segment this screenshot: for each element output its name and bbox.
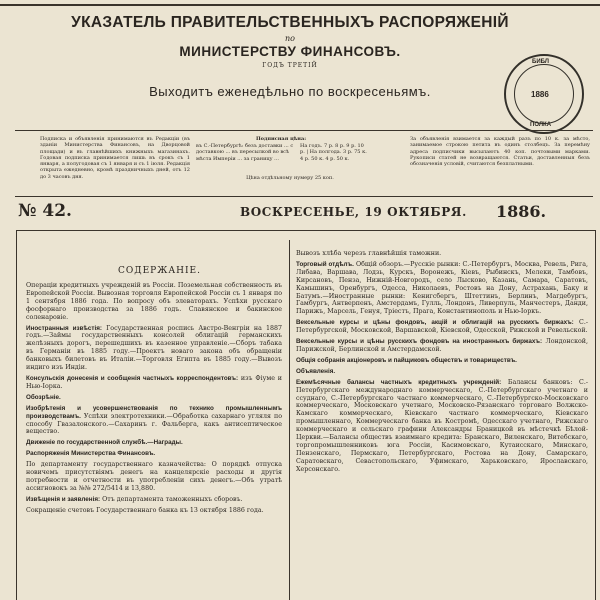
right-entry-heading: Объявленія.: [296, 367, 336, 375]
right-entry-heading: Торговый отдѣлъ.: [296, 260, 354, 268]
issue-rule-top: [15, 196, 593, 197]
right-entry-heading: Вексельные курсы и цѣны русскихъ фондовъ на иностранныхъ биржахъ:: [296, 338, 543, 346]
right-entry: [296, 379, 588, 474]
left-entry-text: По департаменту государственнаго казначейства: О порядкѣ отпуска новичемъ присутствіямъ денегъ на канцелярскіе расходы и другія потребности и отчетности въ употребленіи сихъ денегъ.—Объ утратѣ ассигновокъ за №№ 272/5414 и 13,880.: [26, 461, 282, 492]
top-rule: [0, 0, 600, 6]
header-rule: [15, 130, 593, 131]
masthead-title-line1: УКАЗАТЕЛЬ ПРАВИТЕЛЬСТВЕННЫХЪ РАСПОРЯЖЕНІЙ: [71, 14, 509, 31]
subscription-info: Подписка и объявленія принимаются въ Редакціи (въ зданіи Министерства Финансовъ, на Дворцовой площади) и въ главнѣйшихъ книжныхъ магазинахъ. Годовая подписка принимается лишь въ срокъ съ 1 января, а полугодовая съ 1 января и съ 1 іюля. Редакція открыта ежедневно, кромѣ праздничныхъ дней, отъ 12 до 3 часовъ дня.: [40, 136, 190, 180]
masthead-title-line2: МИНИСТЕРСТВУ ФИНАНСОВЪ.: [179, 44, 401, 59]
issue-year: 1886.: [496, 202, 547, 221]
masthead-weekly: Выходитъ еженедѣльно по воскресеньямъ.: [149, 84, 431, 99]
left-entry-heading: Иностранныя извѣстія:: [26, 324, 102, 332]
column-divider: [289, 240, 290, 600]
left-entry: [26, 439, 282, 447]
left-entry: [26, 507, 282, 515]
left-entry-text: Государственная роспись Австро-Венгріи на 1887 годъ.—Займы государственныхъ консолей облигацій германскихъ желѣзныхъ дорогъ, перешедшихъ въ казенное управленіе.—Сборъ табака въ Германіи въ 1885 году.—Проектъ новаго закона объ обращеніи банковыхъ билетовъ въ Италіи.—Торговля Египта въ 1885 году.—Вывозъ индиго изъ Индіи.: [26, 324, 282, 372]
price-single: Цѣна отдѣльному нумеру 25 коп.: [246, 175, 334, 181]
right-entry: [296, 368, 588, 376]
masthead-year: ГОДЪ ТРЕТІЙ: [262, 62, 318, 69]
contents-left-column: [26, 282, 282, 518]
right-entry-text: С.-Петербургской, Московской, Варшавской, Кіевской, Одесской, Рижской и Ревельской.: [296, 319, 588, 335]
right-entry-text: Лондонской, Парижской, Берлинской и Амстердамской.: [296, 338, 589, 353]
left-entry-heading: Изобрѣтенія и усовершенствованія по технико промышленнымъ производствамъ.: [26, 404, 282, 420]
library-stamp: [504, 54, 584, 134]
right-entry: [296, 357, 588, 365]
left-entry-text: Отъ департамента таможенныхъ сборовъ.: [100, 495, 243, 503]
masthead-po: по: [285, 34, 295, 43]
left-entry-heading: Обозрѣніе.: [26, 393, 61, 401]
price-rows: въ С.-Петербургѣ: безъ доставки ... с доставкою ... въ пересылкой во всѣ мѣста Имперіи ... за границу ...: [196, 143, 294, 162]
issue-date: ВОСКРЕСЕНЬЕ, 19 ОКТЯБРЯ.: [240, 205, 467, 219]
left-entry: [26, 375, 282, 391]
left-entry-heading: Распоряженія Министерства Финансовъ.: [26, 450, 156, 458]
price-title: Подписная цѣна:: [255, 136, 307, 142]
right-entry-heading: Ежемѣсячные балансы частныхъ кредитныхъ учрежденій:: [296, 378, 502, 386]
right-entry-heading: Общія собранія акціонеровъ и пайщиковъ обществъ и товариществъ.: [296, 356, 517, 364]
left-entry-heading: Извѣщенія и заявленія:: [26, 495, 101, 503]
left-entry-text: Операціи кредитныхъ учрежденій въ Россіи. Поземельная собственность въ Европейской Россіи. Вывозная торговля Европейской Россіи съ 1 января по 1 сентября 1886 года. По вопросу объ элеваторахъ. Успѣхи русскаго фосфорнаго производства за 1886 годъ. Славянское и бакинское соленаровіе.: [26, 282, 282, 321]
stamp-mid-text: 1886: [531, 90, 549, 99]
left-entry: [26, 461, 282, 493]
issue-number: № 42.: [18, 201, 72, 221]
left-entry-text: изъ Фіуме и Нью-Іорка.: [26, 374, 282, 390]
right-entry: [296, 319, 588, 335]
stamp-bottom-text: ПОЛКА: [530, 122, 552, 128]
right-entry-text: Общій обзоръ.—Русскіе рынки: С.-Петербургъ, Москва, Ревель, Рига, Либава, Варшава, Лодзь, Курскъ, Воронежъ, Кіевъ, Рыбинскъ, Мелеки, Тамбовъ, Кирсановъ, Пенза, Нижній-Новгородъ, село Лысково, Казань, Самара, Саратовъ, Камышинъ, Оренбургъ, Одесса, Николаевъ, Ростовъ на Дону, Астрахань, Баку и Батумъ.—Иностранные рынки: Кенигсбергъ, Штеттинъ, Берлинъ, Магдебургъ, Гамбургъ, Антверпенъ, Амстердамъ, Гулль, Лондонъ, Ливерпуль, Манчестеръ, Данди, Парижъ, Марсель, Генуя, Тріестъ, Прага, Константинополь и Нью-Іоркъ.: [296, 260, 588, 316]
left-entry-text: Успѣхи электротехники.—Обработка сахарнаго угляля по способу Гвазалонского.—Сахаринъ г. Фальберга, какъ антисептическое вещество.: [26, 412, 282, 436]
left-entry-text: Сокращеніе счетовъ Государственнаго банка къ 13 октября 1886 года.: [26, 506, 264, 514]
contents-right-column: [296, 250, 588, 477]
stamp-top-text: БИБЛ: [532, 59, 549, 65]
left-entry: [26, 325, 282, 372]
right-entry: [296, 261, 588, 316]
right-entry-text: Вывозъ хлѣба черезъ главнѣйшія таможни.: [296, 250, 442, 257]
right-entry: [296, 250, 588, 258]
left-entry: [26, 405, 282, 437]
right-entry: [296, 338, 588, 354]
left-entry: [26, 282, 282, 322]
left-entry-heading: Консульскія донесенія и сообщенія частныхъ корреспондентовъ:: [26, 374, 239, 382]
price-numbers: На годъ. 7 р. 8 р. 9 р. 10 р. | На полгода. 3 р. 75 к. 4 р. 50 к. 4 р. 50 к.: [300, 143, 367, 162]
right-entry-text: Балансы банковъ: С.-Петербургскаго международнаго коммерческаго, С.-Петербургскаго учетнаго и ссуднаго, С.-Петербургскаго частнаго коммерческаго, С.-Петербургско-Московскаго коммерческаго, Московскаго учетнаго, Московско-Рязанскаго торговаго Волжско-Камскаго коммерческаго, Кіевскаго частнаго коммерческаго, Кіевскаго промышленнаго, Коммерческаго банка въ Костромѣ, Одесскаго учетнаго, Рижскаго коммерческаго и сельскаго графини Александры Браницкой въ мѣстечкѣ Бѣлой-Церкви.—Балансы обществъ взаимнаго кредита: Бранскаго, Виленскаго, Витебскаго, торгопромышленниковъ юга Россіи, Касимовскаго, Кутаисскаго, Минскаго, Пензенскаго, Пермскаго, Петербургскаго, Ростова на Дону, Самарскаго, Саратовскаго, Севастопольскаго, Уфимскаго, Харьковскаго, Ярославскаго, Херсонскаго.: [296, 378, 589, 473]
left-entry: [26, 450, 282, 458]
ads-info: За объявленія взимается за каждый разъ по 10 к. за мѣсто, занимаемое строкою петита въ одинъ столбецъ. За перемѣну адреса подписчики высылаютъ 40 коп. почтовыми марками. Рукописи статей не возвращаются. Статьи, доставленныя безъ обозначенія условій, считаются безплатными.: [410, 136, 590, 168]
left-entry: [26, 496, 282, 504]
left-entry: [26, 394, 282, 402]
right-entry-heading: Вексельные курсы и цѣны фондовъ, акцій и облигацій на русскихъ биржахъ:: [296, 319, 574, 327]
contents-title: СОДЕРЖАНІЕ.: [118, 266, 201, 276]
left-entry-heading: Движеніе по государственной службѣ.—Награды.: [26, 439, 183, 447]
